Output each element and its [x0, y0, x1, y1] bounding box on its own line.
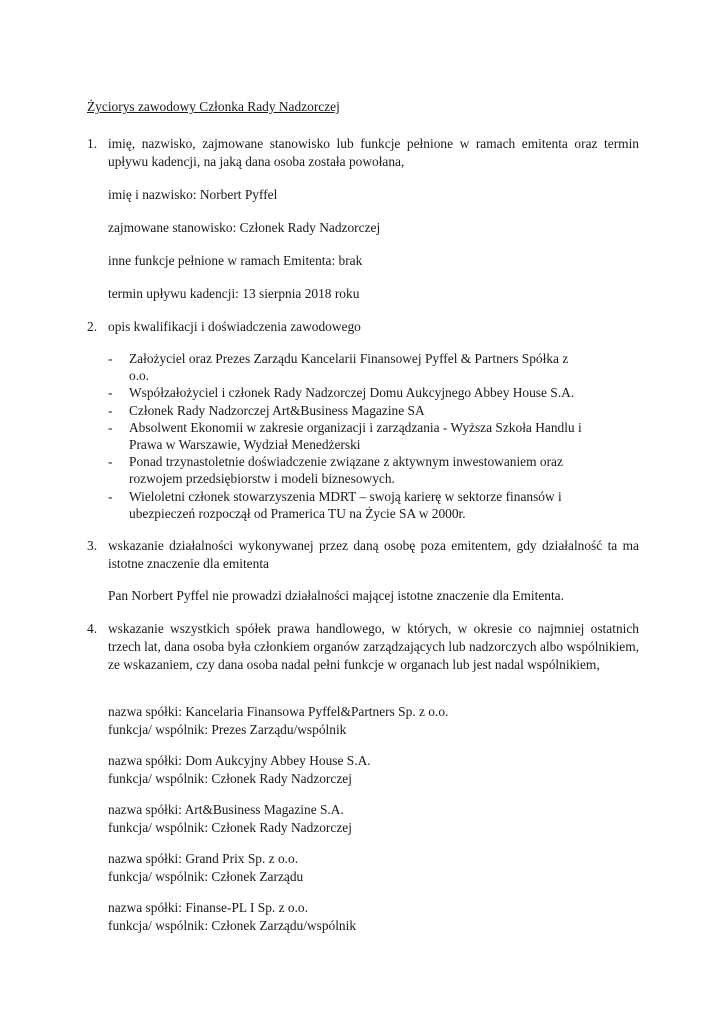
company-name: nazwa spółki: Grand Prix Sp. z o.o. [108, 851, 299, 866]
dash-icon: - [108, 351, 113, 366]
section-3-number: 3. [87, 538, 98, 553]
list-item: - Ponad trzynastoletnie doświadczenie związane z aktywnym inwestowaniem oraz rozwojem przedsiębiorstw i modeli biznesowych. [108, 454, 563, 487]
company-role: funkcja/ wspólnik: Członek Rady Nadzorczej [108, 771, 352, 786]
name-line: imię i nazwisko: Norbert Pyffel [108, 187, 278, 202]
section-4-number: 4. [87, 621, 98, 636]
company-role: funkcja/ wspólnik: Członek Zarządu/wspólnik [108, 918, 357, 933]
term-line: termin upływu kadencji: 13 sierpnia 2018 roku [108, 286, 360, 301]
dash-icon: - [108, 488, 113, 504]
company-role: funkcja/ wspólnik: Członek Rady Nadzorczej [108, 820, 352, 835]
section-4-heading: wskazanie wszystkich spółek prawa handlowego, w których, w okresie co najmniej ostatnich trzech lat, dana osoba była członkiem organów zarządzających lub nadzorczych albo wspólnikiem, ze wskazaniem, czy dana osoba nadal pełni funkcje w organach lub jest nadal wspólnikiem, [108, 621, 639, 672]
dash-icon: - [108, 402, 113, 418]
section-3-heading: wskazanie działalności wykonywanej przez daną osobę poza emitentem, gdy działalność ta ma istotne znaczenie dla emitenta [108, 538, 639, 571]
dash-icon: - [108, 419, 113, 435]
company-role: funkcja/ wspólnik: Członek Zarządu [108, 869, 304, 884]
company-entry [108, 899, 356, 935]
company-name: nazwa spółki: Art&Business Magazine S.A. [108, 802, 344, 817]
company-entry [108, 752, 371, 788]
section-2-heading: opis kwalifikacji i doświadczenia zawodowego [108, 319, 361, 334]
company-entry [108, 801, 352, 837]
list-item: - Wieloletni członek stowarzyszenia MDRT – swoją karierę w sektorze finansów i ubezpieczeń rozpoczął od Pramerica TU na Życie SA w 2000r. [108, 488, 562, 521]
other-functions-line: inne funkcje pełnione w ramach Emitenta: brak [108, 253, 363, 268]
dash-icon: - [108, 454, 113, 470]
document-title: Życiorys zawodowy Członka Rady Nadzorczej [87, 99, 340, 114]
position-line: zajmowane stanowisko: Członek Rady Nadzorczej [108, 220, 381, 235]
company-entry [108, 703, 448, 739]
list-item: - Współzałożyciel i członek Rady Nadzorczej Domu Aukcyjnego Abbey House S.A. [108, 385, 575, 401]
company-entry [108, 850, 303, 886]
section-1-number: 1. [87, 136, 98, 151]
list-item: - Członek Rady Nadzorczej Art&Business Magazine SA [108, 402, 425, 418]
company-name: nazwa spółki: Finanse-PL I Sp. z o.o. [108, 900, 308, 915]
section-2-number: 2. [87, 319, 98, 334]
qualifications-list [108, 350, 588, 522]
company-name: nazwa spółki: Kancelaria Finansowa Pyffel&Partners Sp. z o.o. [108, 704, 449, 719]
company-role: funkcja/ wspólnik: Prezes Zarządu/wspólnik [108, 722, 347, 737]
section-1-heading: imię, nazwisko, zajmowane stanowisko lub funkcje pełnione w ramach emitenta oraz termin upływu kadencji, na jaką dana osoba została powołana, [108, 136, 639, 169]
company-name: nazwa spółki: Dom Aukcyjny Abbey House S.A. [108, 753, 371, 768]
list-item: - Założyciel oraz Prezes Zarządu Kancelarii Finansowej Pyffel & Partners Spółka z o.o. [108, 351, 569, 384]
dash-icon: - [108, 385, 113, 401]
list-item: - Absolwent Ekonomii w zakresie organizacji i zarządzania - Wyższa Szkoła Handlu i Prawa w Warszawie, Wydział Menedżerski [108, 419, 582, 453]
activity-statement: Pan Norbert Pyffel nie prowadzi działalności mającej istotne znaczenie dla Emitenta. [108, 588, 564, 603]
